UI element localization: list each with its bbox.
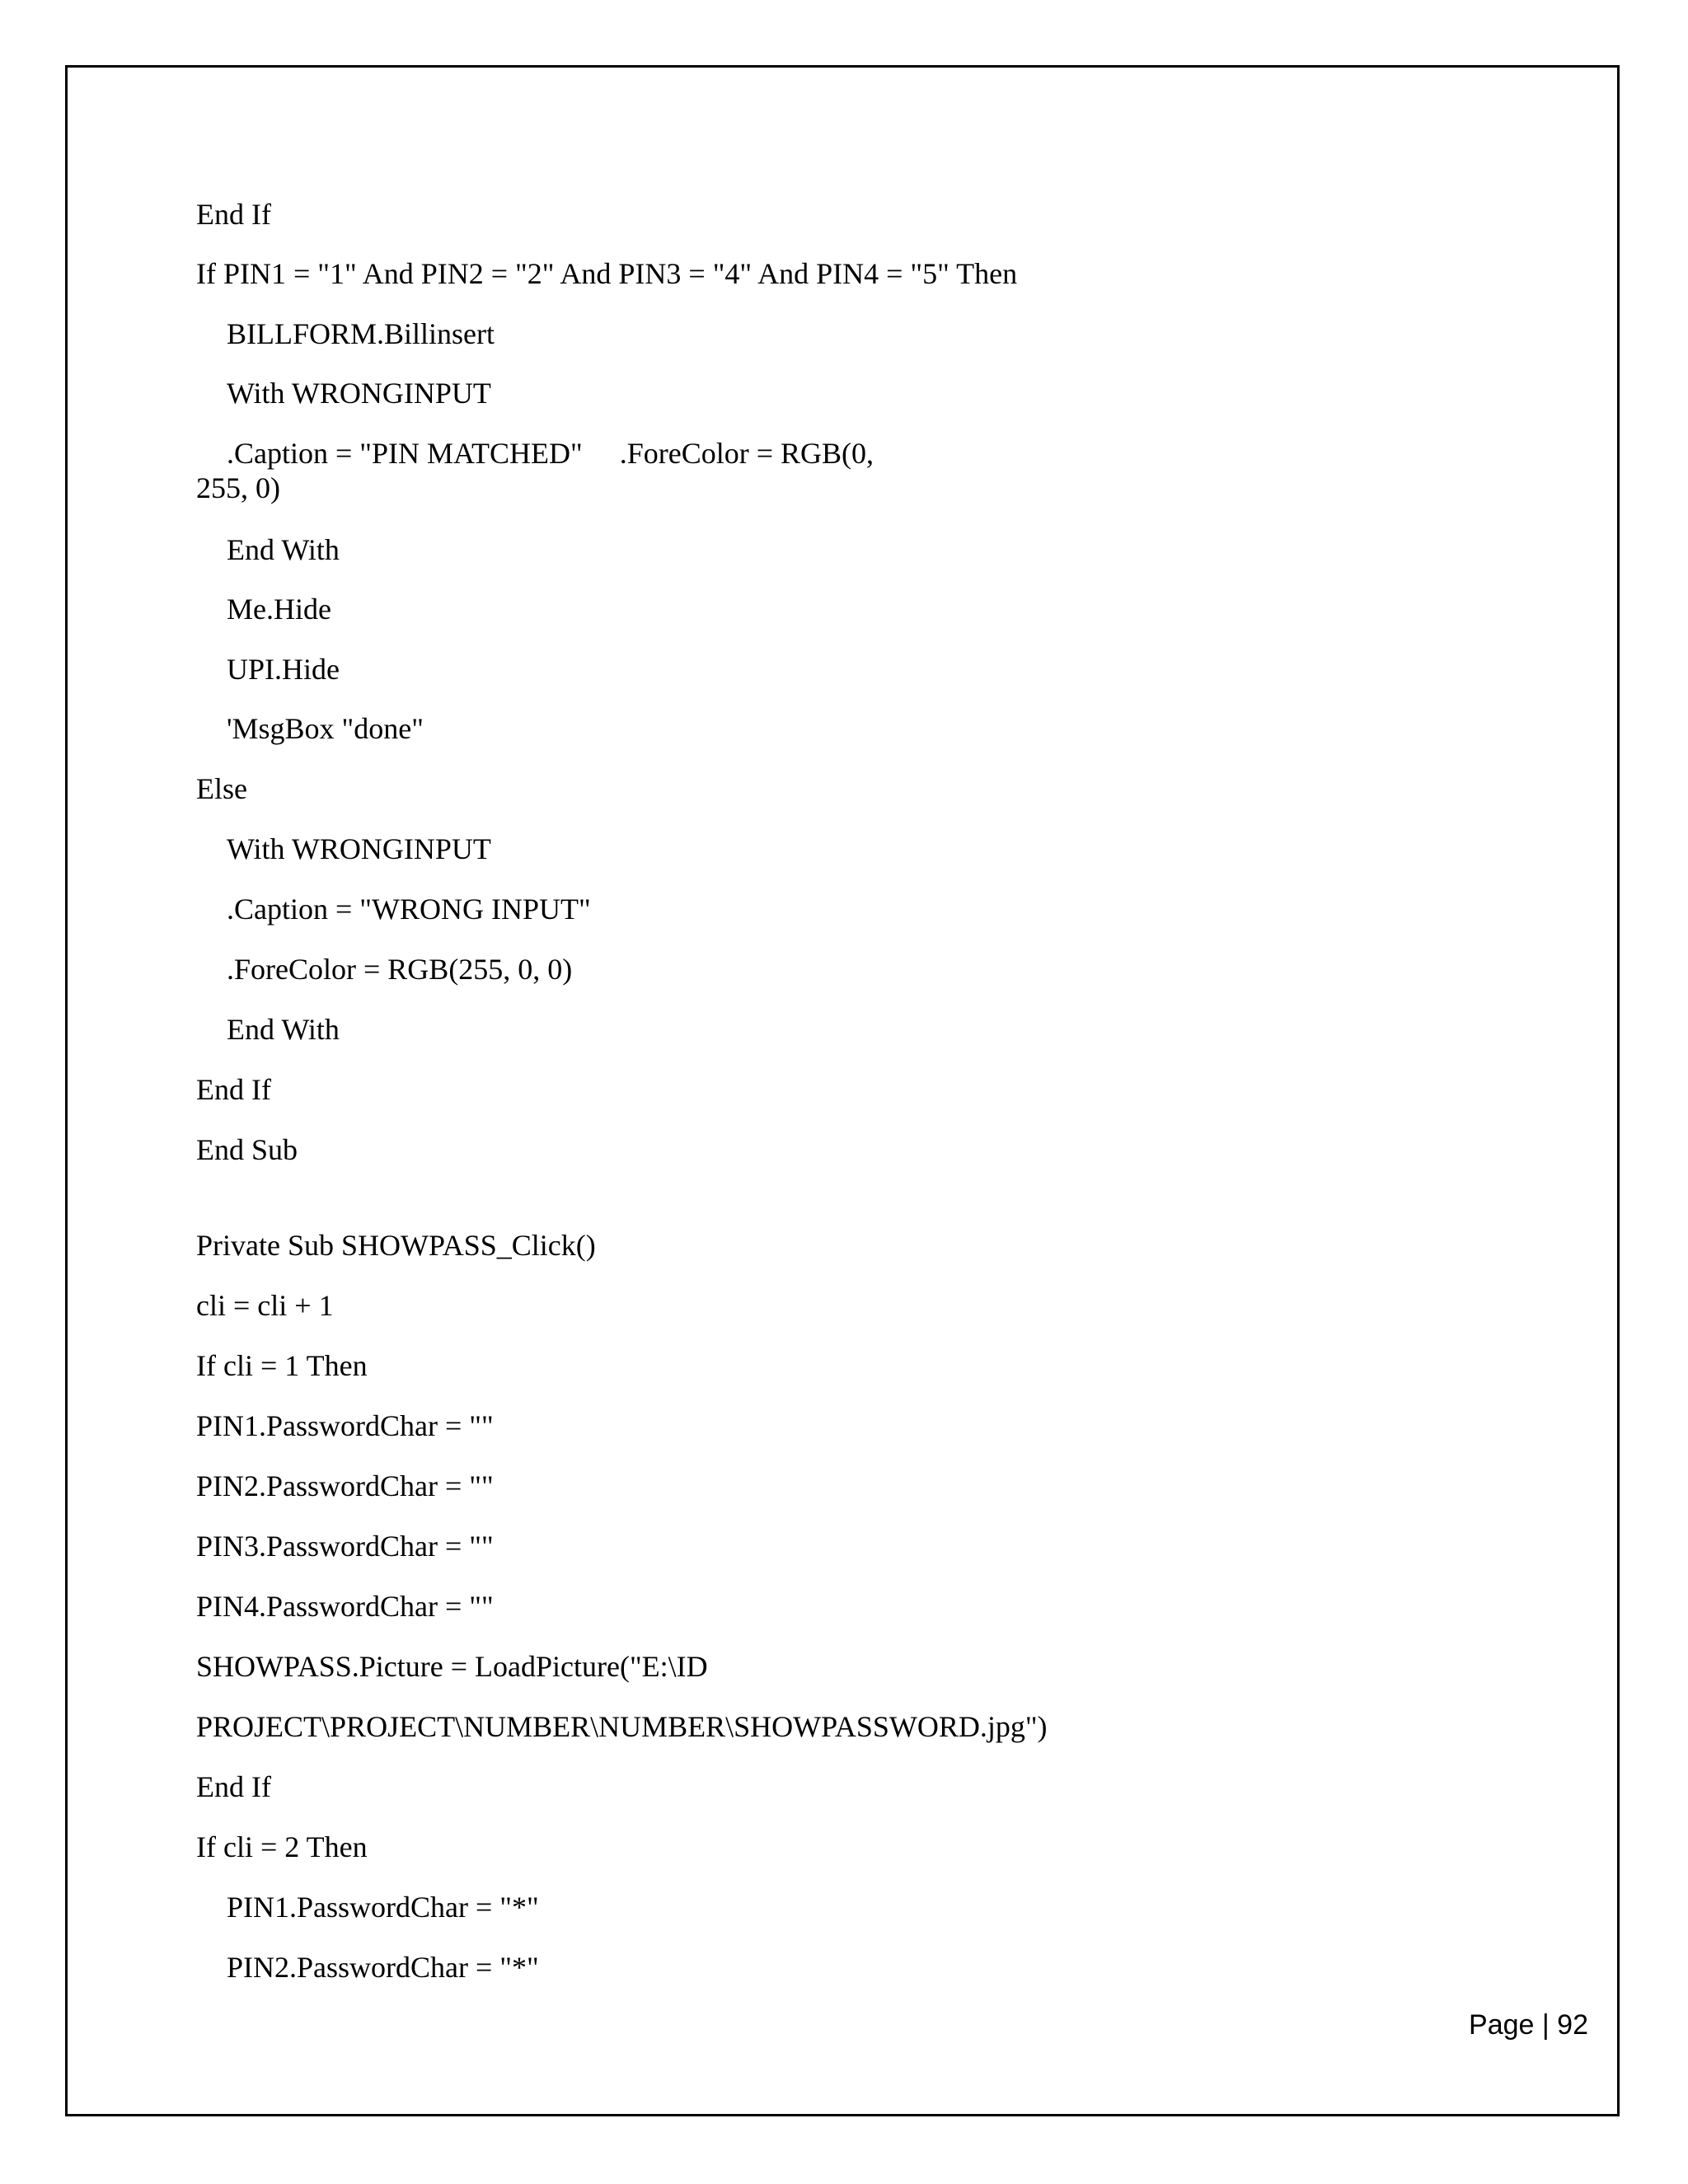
code-line: With WRONGINPUT [227, 377, 491, 410]
code-line: PIN1.PasswordChar = "*" [227, 1891, 539, 1924]
code-line: End With [227, 533, 340, 566]
code-line: PIN4.PasswordChar = "" [196, 1590, 494, 1623]
code-line: cli = cli + 1 [196, 1289, 334, 1322]
code-line: PROJECT\PROJECT\NUMBER\NUMBER\SHOWPASSWORD.jpg") [196, 1710, 1048, 1743]
code-line: 255, 0) [196, 471, 280, 504]
code-line: End If [196, 1073, 271, 1106]
code-line: End If [196, 1770, 271, 1803]
code-line: .ForeColor = RGB(255, 0, 0) [227, 953, 573, 986]
code-line: With WRONGINPUT [227, 832, 491, 865]
code-line: PIN3.PasswordChar = "" [196, 1530, 494, 1563]
code-line: .Caption = "WRONG INPUT" [227, 893, 591, 926]
code-line: PIN2.PasswordChar = "" [196, 1469, 494, 1502]
code-line: 'MsgBox "done" [227, 712, 424, 745]
code-line: End Sub [196, 1133, 298, 1166]
code-line: Else [196, 772, 247, 805]
code-line: End With [227, 1013, 340, 1046]
code-line: SHOWPASS.Picture = LoadPicture("E:\ID [196, 1650, 708, 1683]
code-line: Me.Hide [227, 593, 331, 626]
code-line: If PIN1 = "1" And PIN2 = "2" And PIN3 = "4" And PIN4 = "5" Then [196, 257, 1018, 290]
code-line: Private Sub SHOWPASS_Click() [196, 1229, 596, 1262]
code-line: PIN2.PasswordChar = "*" [227, 1951, 539, 1984]
page-number: Page | 92 [1469, 2009, 1588, 2041]
code-line: If cli = 2 Then [196, 1830, 368, 1863]
code-line: BILLFORM.Billinsert [227, 317, 495, 350]
code-line: End If [196, 198, 271, 231]
code-line: If cli = 1 Then [196, 1349, 368, 1382]
code-line: UPI.Hide [227, 653, 340, 686]
page-border [65, 65, 1620, 2116]
code-line: .Caption = "PIN MATCHED" .ForeColor = RGB(0, [227, 437, 874, 470]
code-line: PIN1.PasswordChar = "" [196, 1409, 494, 1442]
